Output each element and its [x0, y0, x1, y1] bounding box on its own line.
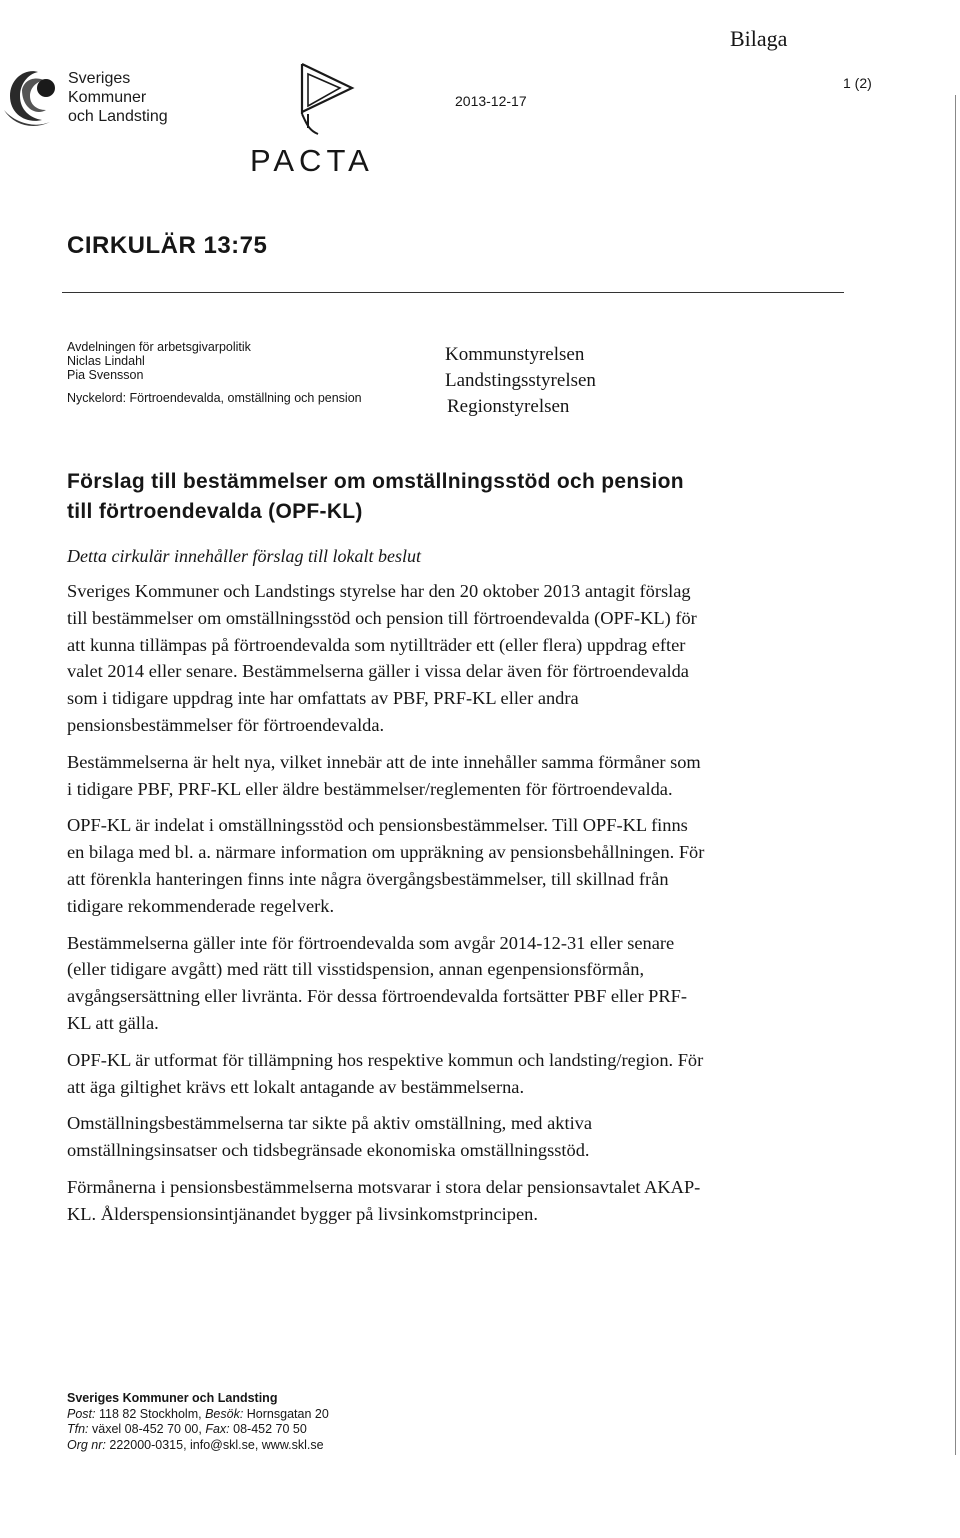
phone-label: Tfn: [67, 1422, 89, 1436]
paragraph [67, 1174, 842, 1228]
recipients-block [445, 342, 596, 420]
text-line: att äga giltighet krävs ett lokalt antagande av bestämmelserna. [67, 1076, 525, 1097]
keywords-label: Nyckelord: [67, 391, 127, 405]
sender-block [67, 340, 362, 405]
text-line: OPF-KL är indelat i omställningsstöd och pensionsbestämmelser. Till OPF-KL finns [67, 815, 688, 836]
text-line: OPF-KL är utformat för tillämpning hos respektive kommun och landsting/region. För [67, 1049, 704, 1070]
document-heading [67, 467, 684, 527]
visit-address: Hornsgatan 20 [246, 1406, 329, 1421]
post-label: Post: [67, 1406, 96, 1421]
keywords-value: Förtroendevalda, omställning och pension [129, 391, 362, 405]
skl-logo-icon [0, 60, 64, 132]
page-number: 1 (2) [843, 75, 872, 91]
text-line: KL. Ålderspensionsintjänandet bygger på livsinkomstprincipen. [67, 1203, 538, 1224]
footer-phone [67, 1422, 329, 1438]
paragraph [67, 1047, 842, 1101]
text-line: pensionsbestämmelser för förtroendevalda. [67, 714, 385, 735]
text-line: Bestämmelserna gäller inte för förtroendevalda som avgår 2014-12-31 eller senare [67, 932, 675, 953]
text-line: till bestämmelser om omställningsstöd och pension till förtroendevalda (OPF-KL) för [67, 607, 697, 628]
paragraph [67, 930, 842, 1037]
paragraph [67, 749, 842, 803]
org-name-line: och Landsting [68, 108, 168, 125]
post-address: 118 82 Stockholm, [98, 1406, 202, 1421]
text-line: att kunna tillämpas på förtroendevalda som nytillträder ett (eller flera) uppdrag efter [67, 634, 686, 655]
paragraph [67, 1110, 842, 1164]
heading-line: till förtroendevalda (OPF-KL) [67, 500, 363, 523]
orgnr-label: Org nr: [67, 1437, 106, 1452]
heading-line: Förslag till bestämmelser om omställningsstöd och pension [67, 470, 684, 493]
recipient: Kommunstyrelsen [445, 344, 585, 365]
document-body [67, 578, 842, 1238]
attachment-label: Bilaga [730, 26, 788, 51]
text-line: som i tidigare uppdrag inte har omfattats av PBF, PRF-KL eller andra [67, 688, 579, 709]
paragraph [67, 812, 842, 919]
text-line: avgångsersättning eller livränta. För dessa förtroendevalda fortsätter PBF eller PRF- [67, 986, 688, 1007]
text-line: Omställningsbestämmelserna tar sikte på aktiv omställning, med aktiva [67, 1113, 593, 1134]
footer-orgnr [67, 1438, 329, 1454]
recipient: Landstingsstyrelsen [445, 370, 596, 391]
contact-person: Niclas Lindahl [67, 354, 145, 368]
text-line: valet 2014 eller senare. Bestämmelserna gäller i vissa delar även för förtroendevalda [67, 661, 689, 682]
footer-org-name: Sveriges Kommuner och Landsting [67, 1391, 278, 1405]
text-line: KL att gälla. [67, 1012, 159, 1033]
document-date: 2013-12-17 [455, 93, 527, 109]
circular-title: CIRKULÄR 13:75 [67, 232, 268, 259]
orgnr-value: 222000-0315, info@skl.se, www.skl.se [109, 1437, 324, 1452]
text-line: Sveriges Kommuner och Landstings styrelse har den 20 oktober 2013 antagit förslag [67, 581, 691, 601]
text-line: en bilaga med bl. a. närmare information om uppräkning av pensionsbehållningen. För [67, 842, 705, 863]
phone-number: växel 08-452 70 00, [92, 1422, 202, 1436]
pacta-wordmark: PACTA [250, 143, 374, 178]
fax-label: Fax: [205, 1422, 230, 1436]
text-line: Bestämmelserna är helt nya, vilket innebär att de inte innehåller samma förmåner som [67, 751, 701, 772]
text-line: Förmånerna i pensionsbestämmelserna motsvarar i stora delar pensionsavtalet AKAP- [67, 1176, 701, 1197]
text-line: tidigare rekommenderade regelverk. [67, 895, 335, 916]
text-line: att förenkla hanteringen finns inte några övergångsbestämmelser, till skillnad från [67, 868, 669, 889]
org-name-line: Kommuner [68, 89, 147, 106]
org-name [68, 69, 168, 126]
contact-person: Pia Svensson [67, 368, 144, 382]
department: Avdelningen för arbetsgivarpolitik [67, 340, 251, 354]
footer-address [67, 1407, 329, 1423]
visit-label: Besök: [205, 1406, 244, 1421]
document-subtitle: Detta cirkulär innehåller förslag till lokalt beslut [67, 546, 421, 566]
text-line: omställningsinsatser och tidsbegränsade ekonomiska omställningsstöd. [67, 1140, 590, 1161]
keywords [67, 391, 362, 405]
scan-edge-line [955, 95, 956, 1455]
recipient: Regionstyrelsen [447, 396, 570, 417]
text-line: (eller tidigare avgått) med rätt till visstidspension, annan egenpensionsförmån, [67, 959, 645, 980]
header-divider [62, 292, 844, 293]
paragraph [67, 578, 842, 739]
footer [67, 1391, 329, 1453]
fax-number: 08-452 70 50 [233, 1422, 307, 1436]
text-line: i tidigare PBF, PRF-KL eller äldre bestämmelser/reglementen för förtroendevalda. [67, 778, 673, 799]
pacta-logo-icon [296, 60, 358, 138]
org-name-line: Sveriges [68, 70, 131, 87]
